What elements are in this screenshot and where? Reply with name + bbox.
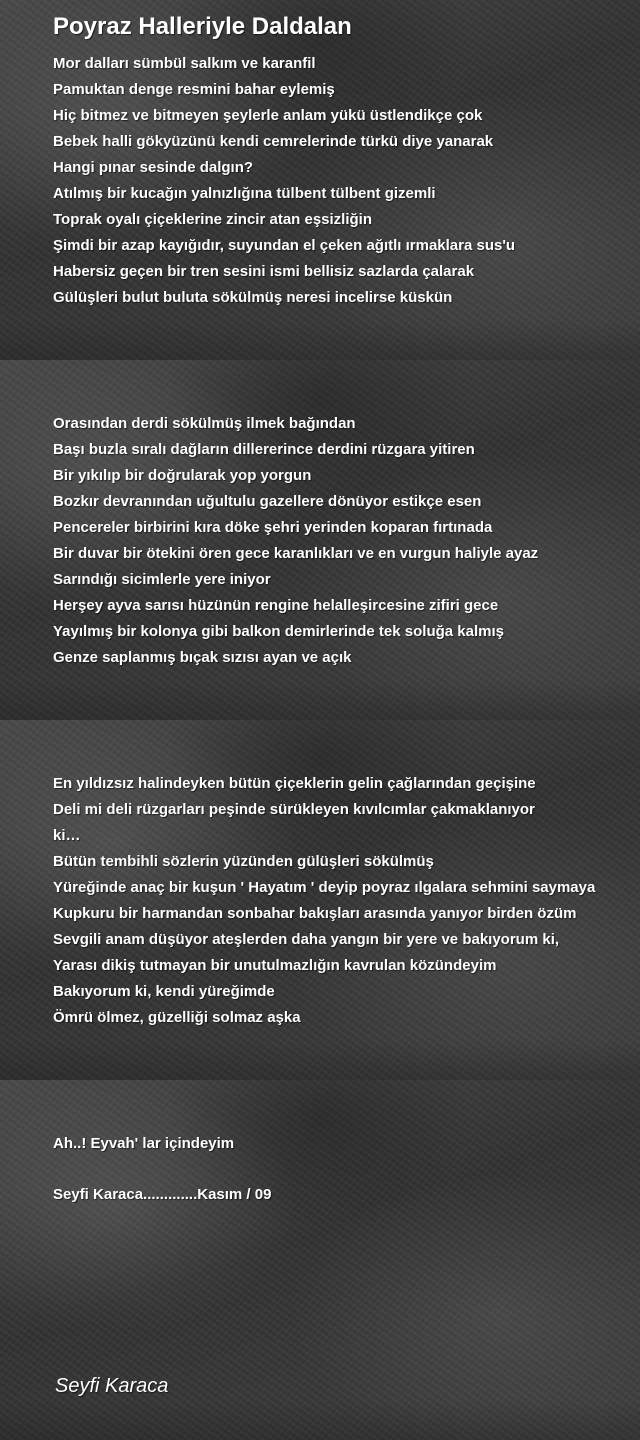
poem-line: Bebek halli gökyüzünü kendi cemrelerinde türkü diye yanarak [53,133,494,150]
poem-line: Bozkır devranından uğultulu gazellere dönüyor estikçe esen [53,493,482,510]
poem-line: Toprak oyalı çiçeklerine zincir atan eşsizliğin [53,211,373,228]
poem-line: ki… [53,827,81,844]
poem-panel-4 [0,1080,640,1440]
poem-line: Habersiz geçen bir tren sesini ismi bellisiz sazlarda çalarak [53,263,475,280]
closing-line: Ah..! Eyvah' lar içindeyim [53,1135,235,1152]
poem-line: Başı buzla sıralı dağların dillererince derdini rüzgara yitiren [53,441,475,458]
poem-panel-1 [0,0,640,360]
poem-panel-2 [0,360,640,720]
poem-line: Pencereler birbirini kıra döke şehri yerinden koparan fırtınada [53,519,493,536]
poem-title: Poyraz Halleriyle Daldalan [53,13,352,40]
author-name: Seyfi Karaca [55,1375,169,1397]
poem-line: Genze saplanmış bıçak sızısı ayan ve açık [53,649,352,666]
signature-line: Seyfi Karaca.............Kasım / 09 [53,1186,272,1203]
poem-line: Bir duvar bir ötekini ören gece karanlıkları ve en vurgun haliyle ayaz [53,545,539,562]
poem-line: Herşey ayva sarısı hüzünün rengine helalleşircesine zifiri gece [53,597,499,614]
poem-line: Yayılmış bir kolonya gibi balkon demirlerinde tek soluğa kalmış [53,623,504,640]
poem-line: Yüreğinde anaç bir kuşun ' Hayatım ' deyip poyraz ılgalara sehmini saymaya [53,879,596,896]
poem-line: Deli mi deli rüzgarları peşinde sürükleyen kıvılcımlar çakmaklanıyor [53,801,535,818]
poem-line: Orasından derdi sökülmüş ilmek bağından [53,415,356,432]
poem-line: Ömrü ölmez, güzelliği solmaz aşka [53,1009,301,1026]
poem-line: Mor dalları sümbül salkım ve karanfil [53,55,316,72]
poem-line: Pamuktan denge resmini bahar eylemiş [53,81,335,98]
poem-line: Sarındığı sicimlerle yere iniyor [53,571,271,588]
poem-line: Atılmış bir kucağın yalnızlığına tülbent tülbent gizemli [53,185,436,202]
poem-line: Kupkuru bir harmandan sonbahar bakışları arasında yanıyor birden özüm [53,905,577,922]
poem-line: Bakıyorum ki, kendi yüreğimde [53,983,275,1000]
poem-line: Şimdi bir azap kayığıdır, suyundan el çeken ağıtlı ırmaklara sus'u [53,237,516,254]
poem-line: Bir yıkılıp bir doğrularak yop yorgun [53,467,312,484]
stanza-1 [53,51,636,311]
stanza-3 [53,771,636,1031]
poem-line: Bütün tembihli sözlerin yüzünden gülüşleri sökülmüş [53,853,434,870]
poem-line: Gülüşleri bulut buluta sökülmüş neresi incelirse küskün [53,289,453,306]
poem-line: Hiç bitmez ve bitmeyen şeylerle anlam yükü üstlendikçe çok [53,107,483,124]
stanza-2 [53,411,636,671]
poem-line: Yarası dikiş tutmayan bir unutulmazlığın kavrulan közündeyim [53,957,497,974]
poem-line: En yıldızsız halindeyken bütün çiçeklerin gelin çağlarından geçişine [53,775,536,792]
poem-line: Hangi pınar sesinde dalgın? [53,159,254,176]
poem-panel-3 [0,720,640,1080]
poem-line: Sevgili anam düşüyor ateşlerden daha yangın bir yere ve bakıyorum ki, [53,931,560,948]
